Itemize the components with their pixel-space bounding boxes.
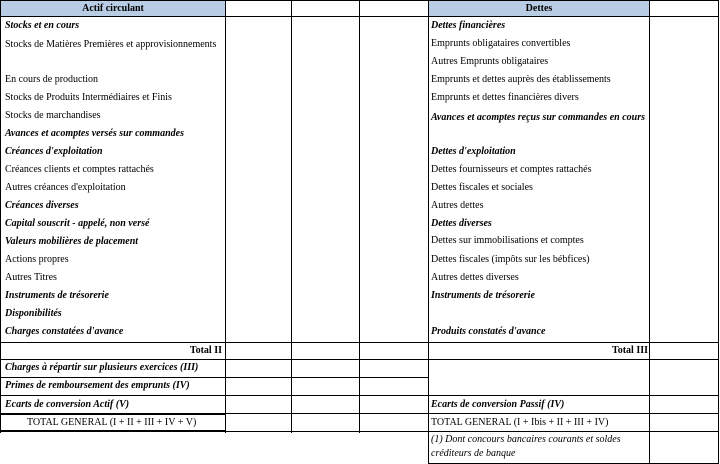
grand-total-left: TOTAL GENERAL (I + II + III + IV + V): [27, 417, 197, 428]
hline-top: [0, 0, 719, 1]
row-avances-recues: Avances et acomptes reçus sur commandes en cours: [431, 112, 645, 123]
row-autres-dettes-diverses: Autres dettes diverses: [431, 272, 519, 283]
hline-primes-bottom: [0, 395, 719, 396]
hline-total-bottom: [0, 359, 719, 360]
vline-291: [291, 0, 292, 433]
row-stocks-en-cours: Stocks et en cours: [5, 20, 80, 31]
row-emprunts-etablissements: Emprunts et dettes auprès des établissements: [431, 74, 611, 85]
header-dettes: Dettes: [525, 3, 553, 14]
row-stocks-produits: Stocks de Produits Intermédiaires et Finis: [5, 92, 172, 103]
row-capital-souscrit: Capital souscrit - appelé, non versé: [5, 218, 150, 229]
row-emprunts-divers: Emprunts et dettes financières divers: [431, 92, 579, 103]
row-stocks-marchandises: Stocks de marchandises: [5, 110, 101, 121]
row-creances-diverses: Créances diverses: [5, 200, 79, 211]
row-dettes-exploitation: Dettes d'exploitation: [431, 146, 516, 157]
hline-grand-total-bottom: [0, 431, 719, 432]
row-avances-verses: Avances et acomptes versés sur commandes: [5, 128, 184, 139]
row-actions-propres: Actions propres: [5, 254, 69, 265]
hline-grand-total-double: [0, 414, 226, 415]
row-dettes-diverses: Dettes diverses: [431, 218, 492, 229]
row-dettes-fiscales-sociales: Dettes fiscales et sociales: [431, 182, 533, 193]
row-instruments-tresorerie-right: Instruments de trésorerie: [431, 290, 535, 301]
row-produits-constates: Produits constatés d'avance: [431, 326, 546, 337]
total-iii-label: Total III: [611, 345, 648, 356]
vline-359: [359, 0, 360, 433]
row-dettes-immobilisations: Dettes sur immobilisations et comptes: [431, 235, 584, 246]
hline-total-top: [0, 342, 719, 343]
row-ecarts-passif: Ecarts de conversion Passif (IV): [431, 399, 565, 410]
row-en-cours-production: En cours de production: [5, 74, 99, 85]
row-stocks-matieres: Stocks de Matières Premières et approvisionnements: [5, 39, 217, 50]
hline-header: [0, 16, 719, 17]
hline-grand-total-double-b: [0, 430, 226, 431]
row-emprunts-convertibles: Emprunts obligataires convertibles: [431, 38, 571, 49]
row-autres-emprunts: Autres Emprunts obligataires: [431, 56, 549, 67]
row-creances-exploitation: Créances d'exploitation: [5, 146, 103, 157]
header-actif-circulant: Actif circulant: [82, 3, 144, 14]
footnote-concours-bancaires: (1) Dont concours bancaires courants et soldes créditeurs de banque: [431, 434, 621, 459]
row-autres-creances: Autres créances d'exploitation: [5, 182, 126, 193]
row-creances-clients: Créances clients et comptes rattachés: [5, 164, 154, 175]
vline-0: [0, 0, 1, 433]
row-autres-titres: Autres Titres: [5, 272, 57, 283]
row-charges-repartir: Charges à répartir sur plusieurs exercices (III): [5, 362, 199, 373]
row-ecarts-actif: Ecarts de conversion Actif (V): [5, 399, 130, 410]
row-dettes-financieres: Dettes financières: [431, 20, 506, 31]
row-valeurs-mobilieres: Valeurs mobilières de placement: [5, 236, 139, 247]
row-disponibilites: Disponibilités: [5, 308, 62, 319]
grand-total-right: TOTAL GENERAL (I + Ibis + II + III + IV): [431, 417, 609, 428]
row-dettes-fournisseurs: Dettes fournisseurs et comptes rattachés: [431, 164, 592, 175]
vline-225: [225, 0, 226, 433]
row-autres-dettes: Autres dettes: [431, 200, 484, 211]
row-instruments-tresorerie-left: Instruments de trésorerie: [5, 290, 109, 301]
hline-charges-bottom: [0, 377, 429, 378]
row-primes-remboursement: Primes de remboursement des emprunts (IV): [5, 380, 190, 391]
row-dettes-fiscales-impots: Dettes fiscales (impôts sur les bébfices): [431, 254, 590, 265]
total-ii-label: Total II: [189, 345, 222, 356]
row-charges-constatees: Charges constatées d'avance: [5, 326, 124, 337]
